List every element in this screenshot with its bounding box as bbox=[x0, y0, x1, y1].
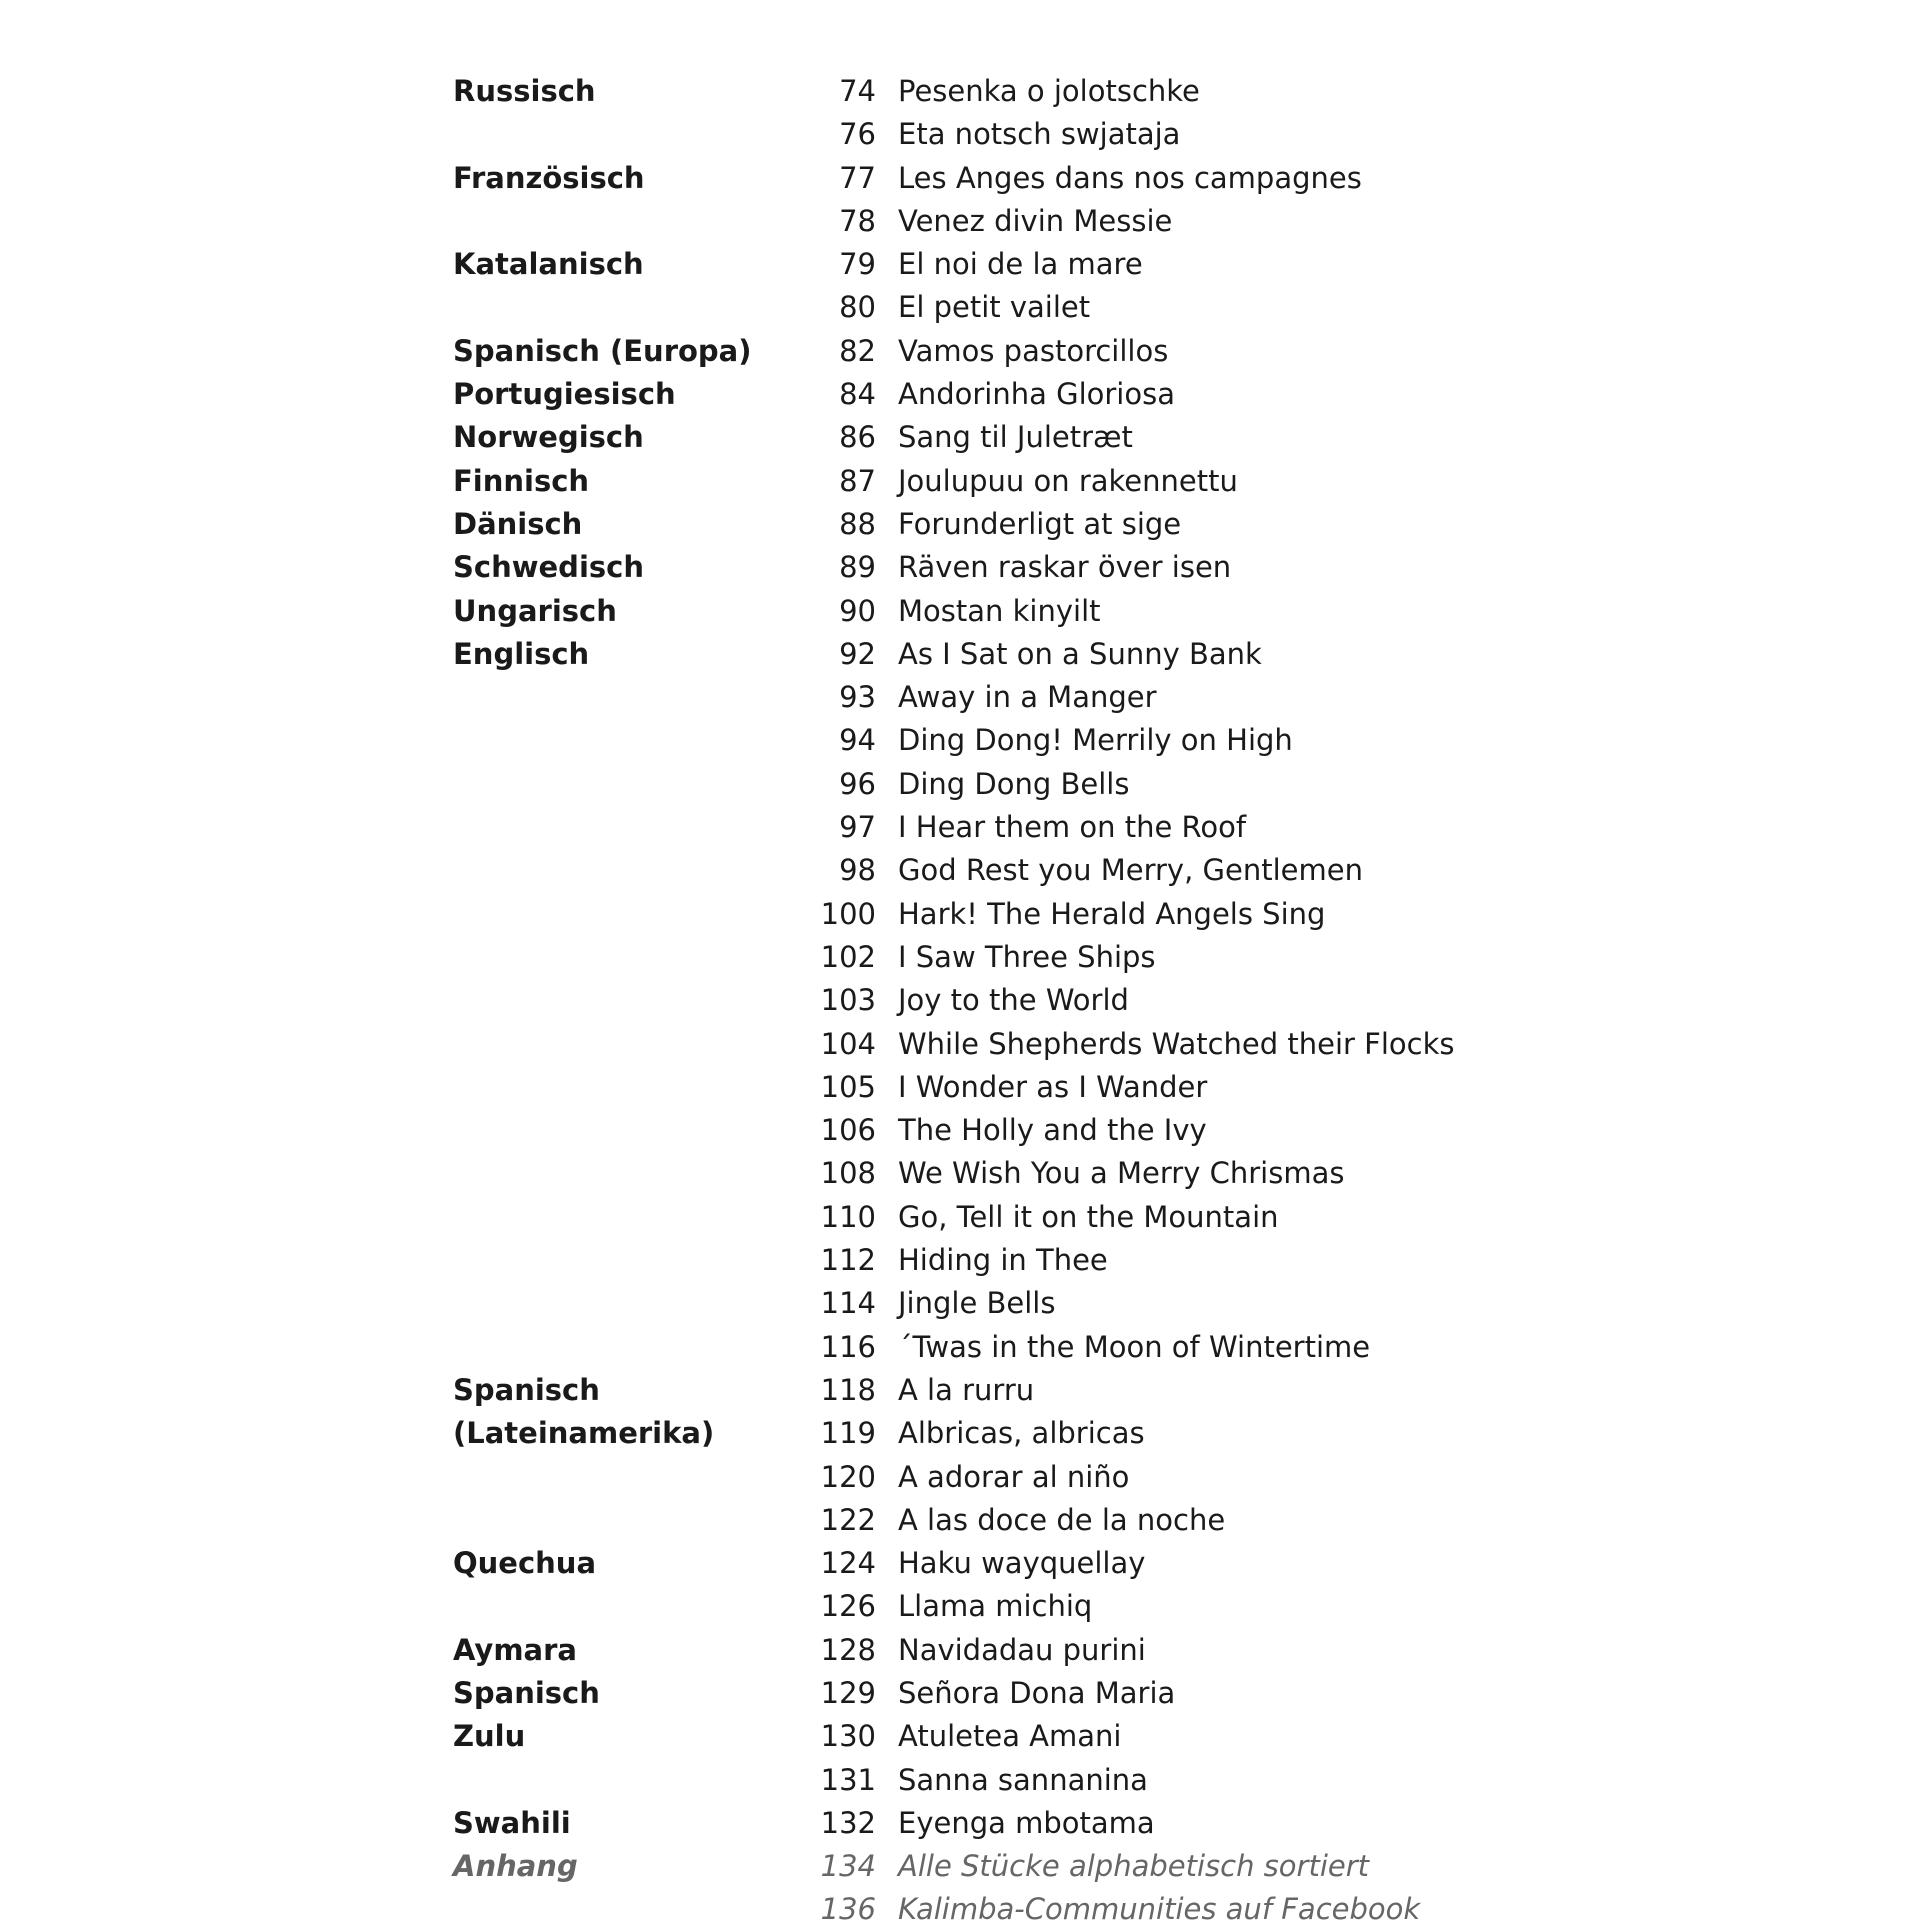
toc-song-title: Hark! The Herald Angels Sing bbox=[898, 896, 1326, 931]
toc-page-number: 126 bbox=[820, 1589, 876, 1624]
toc-song-title: Mostan kinyilt bbox=[898, 593, 1101, 628]
toc-language: Französisch bbox=[453, 160, 645, 195]
toc-page-number: 89 bbox=[839, 550, 876, 585]
toc-song-title: Haku wayquellay bbox=[898, 1546, 1146, 1581]
toc-page-number: 87 bbox=[839, 463, 876, 498]
toc-row bbox=[453, 286, 1553, 329]
toc-page-number: 80 bbox=[839, 290, 876, 325]
toc-row bbox=[453, 1456, 1553, 1499]
toc-page-number: 77 bbox=[839, 160, 876, 195]
toc-row bbox=[453, 1326, 1553, 1369]
table-of-contents bbox=[453, 70, 1553, 1932]
toc-page-number: 110 bbox=[820, 1199, 876, 1234]
toc-page-number: 106 bbox=[820, 1113, 876, 1148]
toc-song-title: We Wish You a Merry Chrismas bbox=[898, 1156, 1345, 1191]
toc-row bbox=[453, 1672, 1553, 1715]
toc-page-number: 136 bbox=[820, 1892, 876, 1927]
toc-page-number: 90 bbox=[839, 593, 876, 628]
toc-row bbox=[453, 676, 1553, 719]
toc-language: Portugiesisch bbox=[453, 377, 676, 412]
toc-song-title: Señora Dona Maria bbox=[898, 1675, 1176, 1710]
toc-page-number: 124 bbox=[820, 1546, 876, 1581]
toc-song-title: Llama michiq bbox=[898, 1589, 1093, 1624]
toc-row bbox=[453, 1759, 1553, 1802]
toc-page-number: 96 bbox=[839, 766, 876, 801]
toc-row bbox=[453, 243, 1553, 286]
toc-row bbox=[453, 1152, 1553, 1195]
toc-song-title: Eta notsch swjataja bbox=[898, 117, 1181, 152]
toc-page-number: 120 bbox=[820, 1459, 876, 1494]
toc-row bbox=[453, 806, 1553, 849]
toc-page-number: 108 bbox=[820, 1156, 876, 1191]
toc-language: Spanisch bbox=[453, 1372, 600, 1407]
toc-page-number: 129 bbox=[820, 1675, 876, 1710]
toc-song-title: Ding Dong Bells bbox=[898, 766, 1130, 801]
toc-song-title: As I Sat on a Sunny Bank bbox=[898, 636, 1262, 671]
toc-row bbox=[453, 157, 1553, 200]
toc-song-title: Jingle Bells bbox=[898, 1286, 1056, 1321]
toc-song-title: Go, Tell it on the Mountain bbox=[898, 1199, 1279, 1234]
toc-song-title: Alle Stücke alphabetisch sortiert bbox=[898, 1849, 1370, 1884]
toc-song-title: A las doce de la noche bbox=[898, 1502, 1226, 1537]
toc-song-title: Venez divin Messie bbox=[898, 203, 1173, 238]
toc-song-title: ´Twas in the Moon of Wintertime bbox=[898, 1329, 1371, 1364]
toc-page-number: 97 bbox=[839, 810, 876, 845]
toc-row bbox=[453, 893, 1553, 936]
toc-song-title: A adorar al niño bbox=[898, 1459, 1130, 1494]
toc-song-title: I Saw Three Ships bbox=[898, 939, 1156, 974]
toc-page-number: 78 bbox=[839, 203, 876, 238]
toc-song-title: Ding Dong! Merrily on High bbox=[898, 723, 1293, 758]
toc-language: Katalanisch bbox=[453, 247, 644, 282]
toc-song-title: Kalimba-Communities auf Facebook bbox=[898, 1892, 1421, 1927]
toc-row bbox=[453, 1888, 1553, 1931]
toc-row bbox=[453, 1023, 1553, 1066]
toc-page-number: 102 bbox=[820, 939, 876, 974]
toc-row bbox=[453, 1802, 1553, 1845]
toc-row bbox=[453, 546, 1553, 589]
toc-song-title: El noi de la mare bbox=[898, 247, 1143, 282]
toc-page-number: 82 bbox=[839, 333, 876, 368]
toc-page-number: 88 bbox=[839, 506, 876, 541]
toc-page-number: 98 bbox=[839, 853, 876, 888]
toc-row bbox=[453, 1585, 1553, 1628]
toc-song-title: I Wonder as I Wander bbox=[898, 1069, 1208, 1104]
toc-row bbox=[453, 460, 1553, 503]
toc-song-title: Joy to the World bbox=[898, 983, 1129, 1018]
toc-page-number: 84 bbox=[839, 377, 876, 412]
toc-page-number: 105 bbox=[820, 1069, 876, 1104]
toc-page-number: 92 bbox=[839, 636, 876, 671]
toc-language: Swahili bbox=[453, 1805, 571, 1840]
toc-row bbox=[453, 590, 1553, 633]
toc-song-title: Vamos pastorcillos bbox=[898, 333, 1169, 368]
toc-row bbox=[453, 1629, 1553, 1672]
toc-page-number: 93 bbox=[839, 680, 876, 715]
toc-page-number: 74 bbox=[839, 74, 876, 108]
toc-song-title: Hiding in Thee bbox=[898, 1243, 1108, 1278]
toc-row bbox=[453, 416, 1553, 459]
toc-language: Finnisch bbox=[453, 463, 590, 498]
toc-page-number: 132 bbox=[820, 1805, 876, 1840]
toc-page-number: 114 bbox=[820, 1286, 876, 1321]
toc-language: Spanisch (Europa) bbox=[453, 333, 752, 368]
toc-song-title: Atuletea Amani bbox=[898, 1719, 1122, 1754]
toc-page-number: 100 bbox=[820, 896, 876, 931]
toc-page-number: 116 bbox=[820, 1329, 876, 1364]
toc-language: Spanisch bbox=[453, 1675, 600, 1710]
toc-song-title: Eyenga mbotama bbox=[898, 1805, 1155, 1840]
toc-row bbox=[453, 936, 1553, 979]
toc-song-title: Andorinha Gloriosa bbox=[898, 377, 1175, 412]
toc-song-title: El petit vailet bbox=[898, 290, 1091, 325]
toc-row bbox=[453, 849, 1553, 892]
toc-page-number: 118 bbox=[820, 1372, 876, 1407]
toc-song-title: Forunderligt at sige bbox=[898, 506, 1182, 541]
toc-language: Ungarisch bbox=[453, 593, 617, 628]
toc-song-title: God Rest you Merry, Gentlemen bbox=[898, 853, 1363, 888]
toc-page-number: 122 bbox=[820, 1502, 876, 1537]
toc-page-number: 134 bbox=[820, 1849, 876, 1884]
toc-song-title: Away in a Manger bbox=[898, 680, 1157, 715]
toc-row bbox=[453, 1239, 1553, 1282]
toc-song-title: Albricas, albricas bbox=[898, 1416, 1145, 1451]
toc-page-number: 86 bbox=[839, 420, 876, 455]
toc-page-number: 119 bbox=[820, 1416, 876, 1451]
toc-page-number: 76 bbox=[839, 117, 876, 152]
toc-song-title: Les Anges dans nos campagnes bbox=[898, 160, 1362, 195]
toc-page-number: 94 bbox=[839, 723, 876, 758]
toc-row bbox=[453, 1845, 1553, 1888]
toc-language: Russisch bbox=[453, 74, 596, 108]
toc-page-number: 104 bbox=[820, 1026, 876, 1061]
toc-row bbox=[453, 1542, 1553, 1585]
toc-page-number: 128 bbox=[820, 1632, 876, 1667]
toc-row bbox=[453, 373, 1553, 416]
toc-row bbox=[453, 763, 1553, 806]
toc-song-title: While Shepherds Watched their Flocks bbox=[898, 1026, 1455, 1061]
toc-song-title: A la rurru bbox=[898, 1372, 1035, 1407]
toc-song-title: I Hear them on the Roof bbox=[898, 810, 1247, 845]
toc-row bbox=[453, 633, 1553, 676]
toc-language: Quechua bbox=[453, 1546, 597, 1581]
toc-row bbox=[453, 113, 1553, 156]
toc-page-number: 131 bbox=[820, 1762, 876, 1797]
toc-row bbox=[453, 719, 1553, 762]
toc-row bbox=[453, 1196, 1553, 1239]
toc-language: (Lateinamerika) bbox=[453, 1416, 715, 1451]
toc-row bbox=[453, 503, 1553, 546]
toc-row bbox=[453, 330, 1553, 373]
toc-row bbox=[453, 1282, 1553, 1325]
toc-language: Aymara bbox=[453, 1632, 577, 1667]
toc-row bbox=[453, 979, 1553, 1022]
toc-song-title: Pesenka o jolotschke bbox=[898, 74, 1200, 108]
toc-row bbox=[453, 1109, 1553, 1152]
toc-row bbox=[453, 70, 1553, 113]
toc-row bbox=[453, 1066, 1553, 1109]
toc-row bbox=[453, 1715, 1553, 1758]
toc-language: Zulu bbox=[453, 1719, 526, 1754]
toc-row bbox=[453, 1499, 1553, 1542]
toc-row bbox=[453, 200, 1553, 243]
toc-language: Norwegisch bbox=[453, 420, 644, 455]
toc-page-number: 130 bbox=[820, 1719, 876, 1754]
toc-song-title: Navidadau purini bbox=[898, 1632, 1146, 1667]
toc-song-title: Sang til Juletræt bbox=[898, 420, 1133, 455]
toc-song-title: Räven raskar över isen bbox=[898, 550, 1232, 585]
toc-song-title: Joulupuu on rakennettu bbox=[898, 463, 1238, 498]
toc-row bbox=[453, 1369, 1553, 1412]
toc-song-title: The Holly and the Ivy bbox=[898, 1113, 1207, 1148]
toc-language: Dänisch bbox=[453, 506, 583, 541]
toc-song-title: Sanna sannanina bbox=[898, 1762, 1148, 1797]
toc-language: Schwedisch bbox=[453, 550, 644, 585]
toc-page-number: 103 bbox=[820, 983, 876, 1018]
toc-language: Englisch bbox=[453, 636, 590, 671]
toc-page-number: 112 bbox=[820, 1243, 876, 1278]
toc-language: Anhang bbox=[453, 1849, 578, 1884]
toc-page-number: 79 bbox=[839, 247, 876, 282]
toc-row bbox=[453, 1412, 1553, 1455]
